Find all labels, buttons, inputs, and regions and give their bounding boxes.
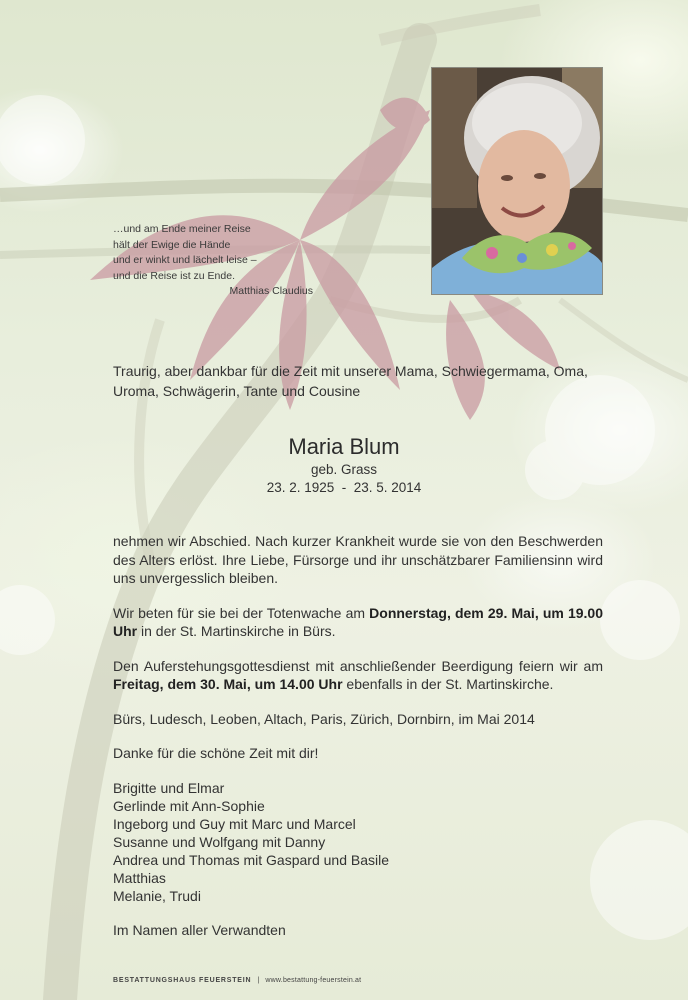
mass-date: Freitag, dem 30. Mai, um 14.00 Uhr (113, 676, 343, 692)
signer: Matthias (113, 869, 166, 886)
quote-author: Matthias Claudius (229, 285, 313, 297)
wake-paragraph (113, 604, 603, 641)
wake-location: in der St. Martinskirche in Bürs. (137, 623, 336, 639)
signers-list (113, 779, 603, 905)
signer: Ingeborg und Guy mit Marc und Marcel (113, 815, 356, 832)
deceased-block (0, 433, 688, 497)
wake-date: Donnerstag, dem 29. Mai, um 19.00 Uhr (113, 604, 604, 639)
quote-line: hält der Ewige die Hände (113, 238, 231, 251)
born-name: geb. Grass (310, 462, 378, 477)
signer: Gerlinde mit Ann-Sophie (113, 797, 265, 814)
mass-location: ebenfalls in der St. Martinskirche. (342, 676, 554, 692)
signer: Susanne und Wolfgang mit Danny (113, 833, 326, 850)
wake-text: Wir beten für sie bei der Totenwache am (113, 604, 370, 621)
signer: Brigitte und Elmar (113, 779, 225, 796)
signer: Andrea und Thomas mit Gaspard und Basile (113, 851, 390, 868)
mass-paragraph (113, 657, 603, 694)
deceased-name: Maria Blum (288, 434, 400, 459)
funeral-home-name: BESTATTUNGSHAUS FEUERSTEIN (113, 977, 252, 984)
signer: Melanie, Trudi (113, 887, 201, 904)
footer-separator: | (257, 977, 260, 984)
farewell-paragraph: nehmen wir Abschied. Nach kurzer Krankheit wurde sie von den Beschwerden des Alters erlöst. Ihre Liebe, Fürsorge und ihr unschätzbarer Familiensinn wird uns unvergesslich bleiben. (113, 533, 603, 586)
portrait-photo (431, 67, 603, 295)
announcement-body (113, 532, 603, 955)
funeral-home-url[interactable]: www.bestattung-feuerstein.at (265, 977, 362, 984)
poem-quote (113, 222, 313, 300)
places-line: Bürs, Ludesch, Leoben, Altach, Paris, Zürich, Dornbirn, im Mai 2014 (113, 710, 535, 727)
footer (113, 977, 361, 984)
life-dates: 23. 2. 1925 - 23. 5. 2014 (266, 480, 422, 495)
thanks-line: Danke für die schöne Zeit mit dir! (113, 745, 319, 761)
closing-line: Im Namen aller Verwandten (113, 921, 286, 938)
quote-line: und die Reise ist zu Ende. (113, 269, 235, 282)
quote-line: und er winkt und lächelt leise – (113, 254, 257, 266)
mass-text: Den Auferstehungsgottesdienst mit anschließender Beerdigung feiern wir am (113, 657, 603, 674)
quote-line: …und am Ende meiner Reise (113, 223, 251, 235)
intro-text: Traurig, aber dankbar für die Zeit mit unserer Mama, Schwiegermama, Oma, Uroma, Schwägerin, Tante und Cousine (113, 363, 588, 399)
